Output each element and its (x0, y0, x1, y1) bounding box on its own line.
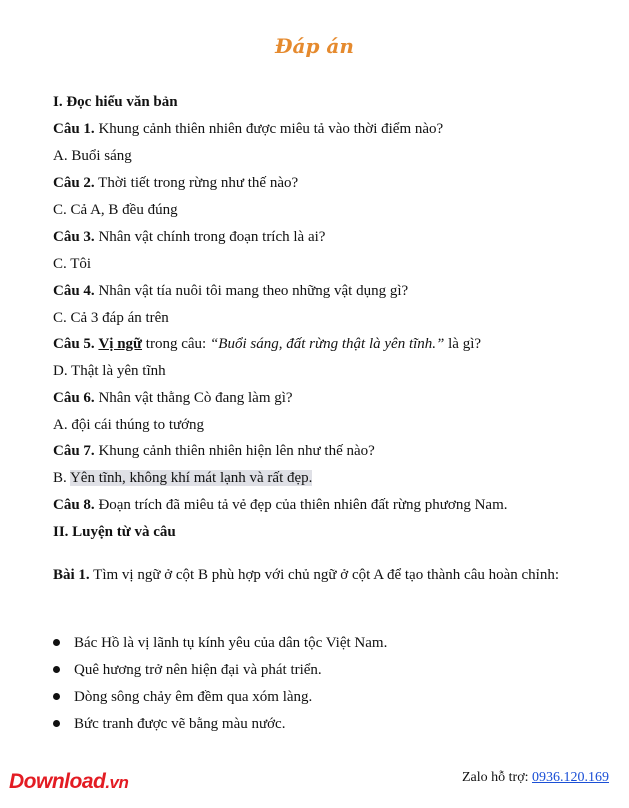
bullet-icon (53, 666, 60, 673)
bullet-icon (53, 639, 60, 646)
question-7: Câu 7. Khung cảnh thiên nhiên hiện lên như thế nào? (53, 443, 375, 459)
highlighted-answer: Yên tĩnh, không khí mát lạnh và rất đẹp. (69, 470, 313, 486)
bullet-icon (53, 720, 60, 727)
answer-1: A. Buổi sáng (53, 148, 132, 164)
page-title: Đáp án (275, 34, 354, 58)
answer-7: B. Yên tĩnh, không khí mát lạnh và rất đẹp. (53, 470, 313, 486)
bullet-icon (53, 693, 60, 700)
support-contact: Zalo hỗ trợ: 0936.120.169 (462, 770, 609, 785)
exercise-1: Bài 1. Tìm vị ngữ ở cột B phù hợp với chủ ngữ ở cột A để tạo thành câu hoàn chỉnh: (53, 567, 560, 583)
answer-2: C. Cả A, B đều đúng (53, 202, 178, 218)
answer-5: D. Thật là yên tĩnh (53, 363, 166, 379)
answer-4: C. Cả 3 đáp án trên (53, 310, 169, 326)
list-item: Quê hương trở nên hiện đại và phát triển. (53, 661, 322, 679)
section-heading-1: I. Đọc hiểu văn bản (53, 94, 178, 110)
download-logo[interactable]: Download.vn (9, 770, 129, 793)
list-item: Dòng sông chảy êm đềm qua xóm làng. (53, 688, 312, 706)
question-8: Câu 8. Đoạn trích đã miêu tả vẻ đẹp của thiên nhiên đất rừng phương Nam. (53, 497, 508, 513)
question-6: Câu 6. Nhân vật thằng Cò đang làm gì? (53, 390, 293, 406)
question-5: Câu 5. Vị ngữ trong câu: “Buổi sáng, đất rừng thật là yên tĩnh.” là gì? (53, 336, 482, 352)
answer-6: A. đội cái thúng to tướng (53, 417, 205, 433)
list-item: Bác Hồ là vị lãnh tụ kính yêu của dân tộc Việt Nam. (53, 634, 387, 652)
phone-link[interactable]: 0936.120.169 (532, 770, 609, 785)
section-heading-2: II. Luyện từ và câu (53, 524, 176, 540)
answer-3: C. Tôi (53, 256, 92, 272)
question-2: Câu 2. Thời tiết trong rừng như thế nào? (53, 175, 299, 191)
question-4: Câu 4. Nhân vật tía nuôi tôi mang theo những vật dụng gì? (53, 283, 409, 299)
question-3: Câu 3. Nhân vật chính trong đoạn trích là ai? (53, 229, 326, 245)
question-1: Câu 1. Khung cảnh thiên nhiên được miêu tả vào thời điểm nào? (53, 121, 444, 137)
list-item: Bức tranh được vẽ bằng màu nước. (53, 715, 285, 733)
